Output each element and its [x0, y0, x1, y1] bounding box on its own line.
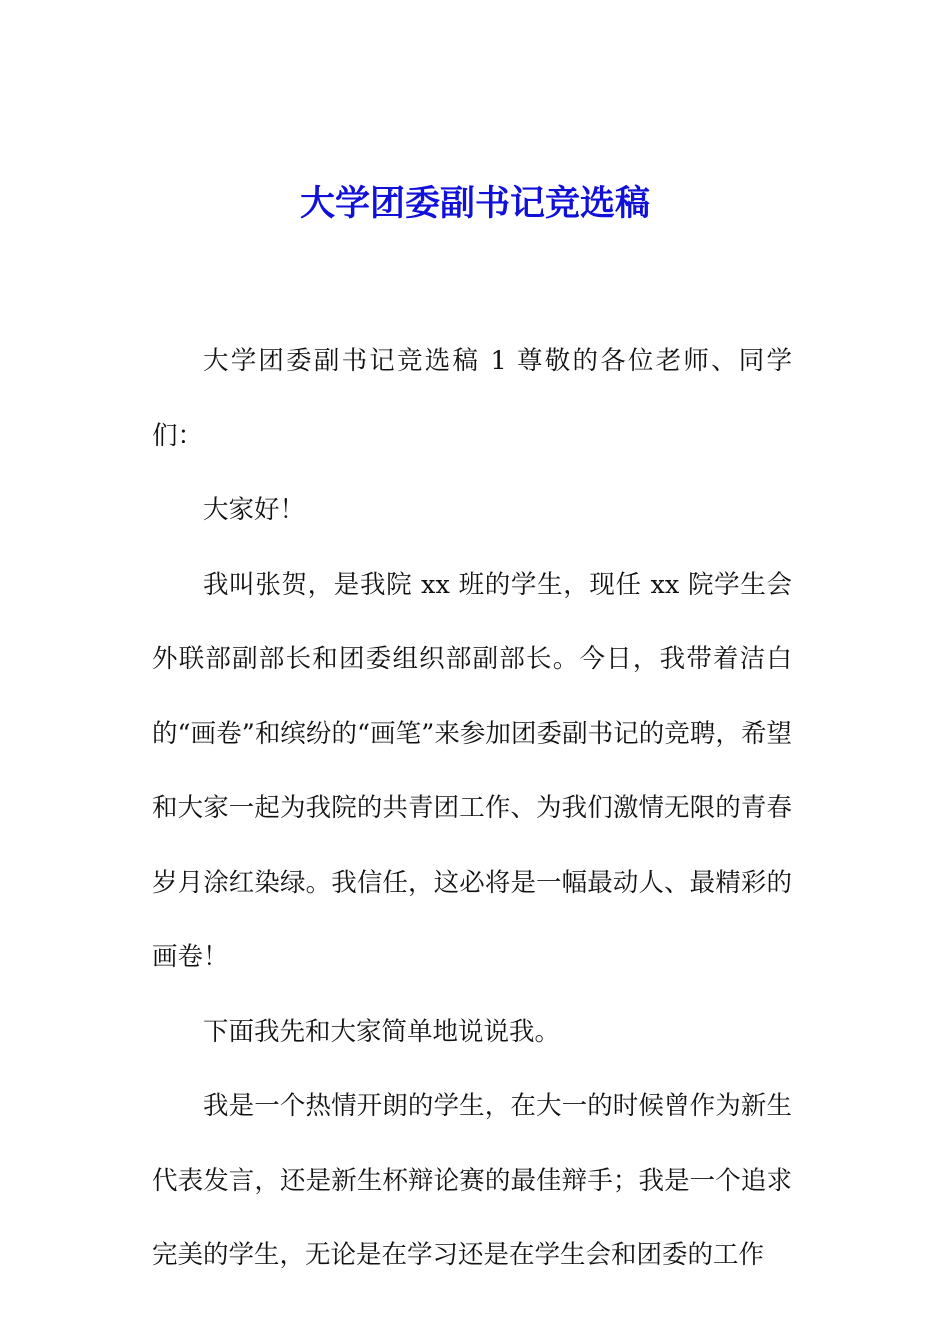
document-title: 大学团委副书记竞选稿 [299, 183, 650, 224]
paragraph-self-description: 我是一个热情开朗的学生，在大一的时候曾作为新生代表发言，还是新生杯辩论赛的最佳辩手；我是一个追求完美的学生，无论是在学习还是在学生会和团委的工作 [152, 1091, 792, 1270]
document-body [152, 324, 792, 1293]
paragraph-greeting: 大家好！ [203, 495, 306, 525]
paragraph-salutation: 大学团委副书记竞选稿 1 尊敬的各位老师、同学们： [152, 346, 792, 451]
paragraph-transition: 下面我先和大家简单地说说我。 [203, 1016, 561, 1047]
paragraph-introduction: 我叫张贺，是我院 xx 班的学生，现任 xx 院学生会外联部副部长和团委组织部副部长。今日，我带着洁白的“画卷”和缤纷的“画笔”来参加团委副书记的竞聘，希望和大家一起为我院的共青团工作、为我们激情无限的青春岁月涂红染绿。我信任，这必将是一幅最动人、最精彩的画卷！ [152, 569, 792, 972]
